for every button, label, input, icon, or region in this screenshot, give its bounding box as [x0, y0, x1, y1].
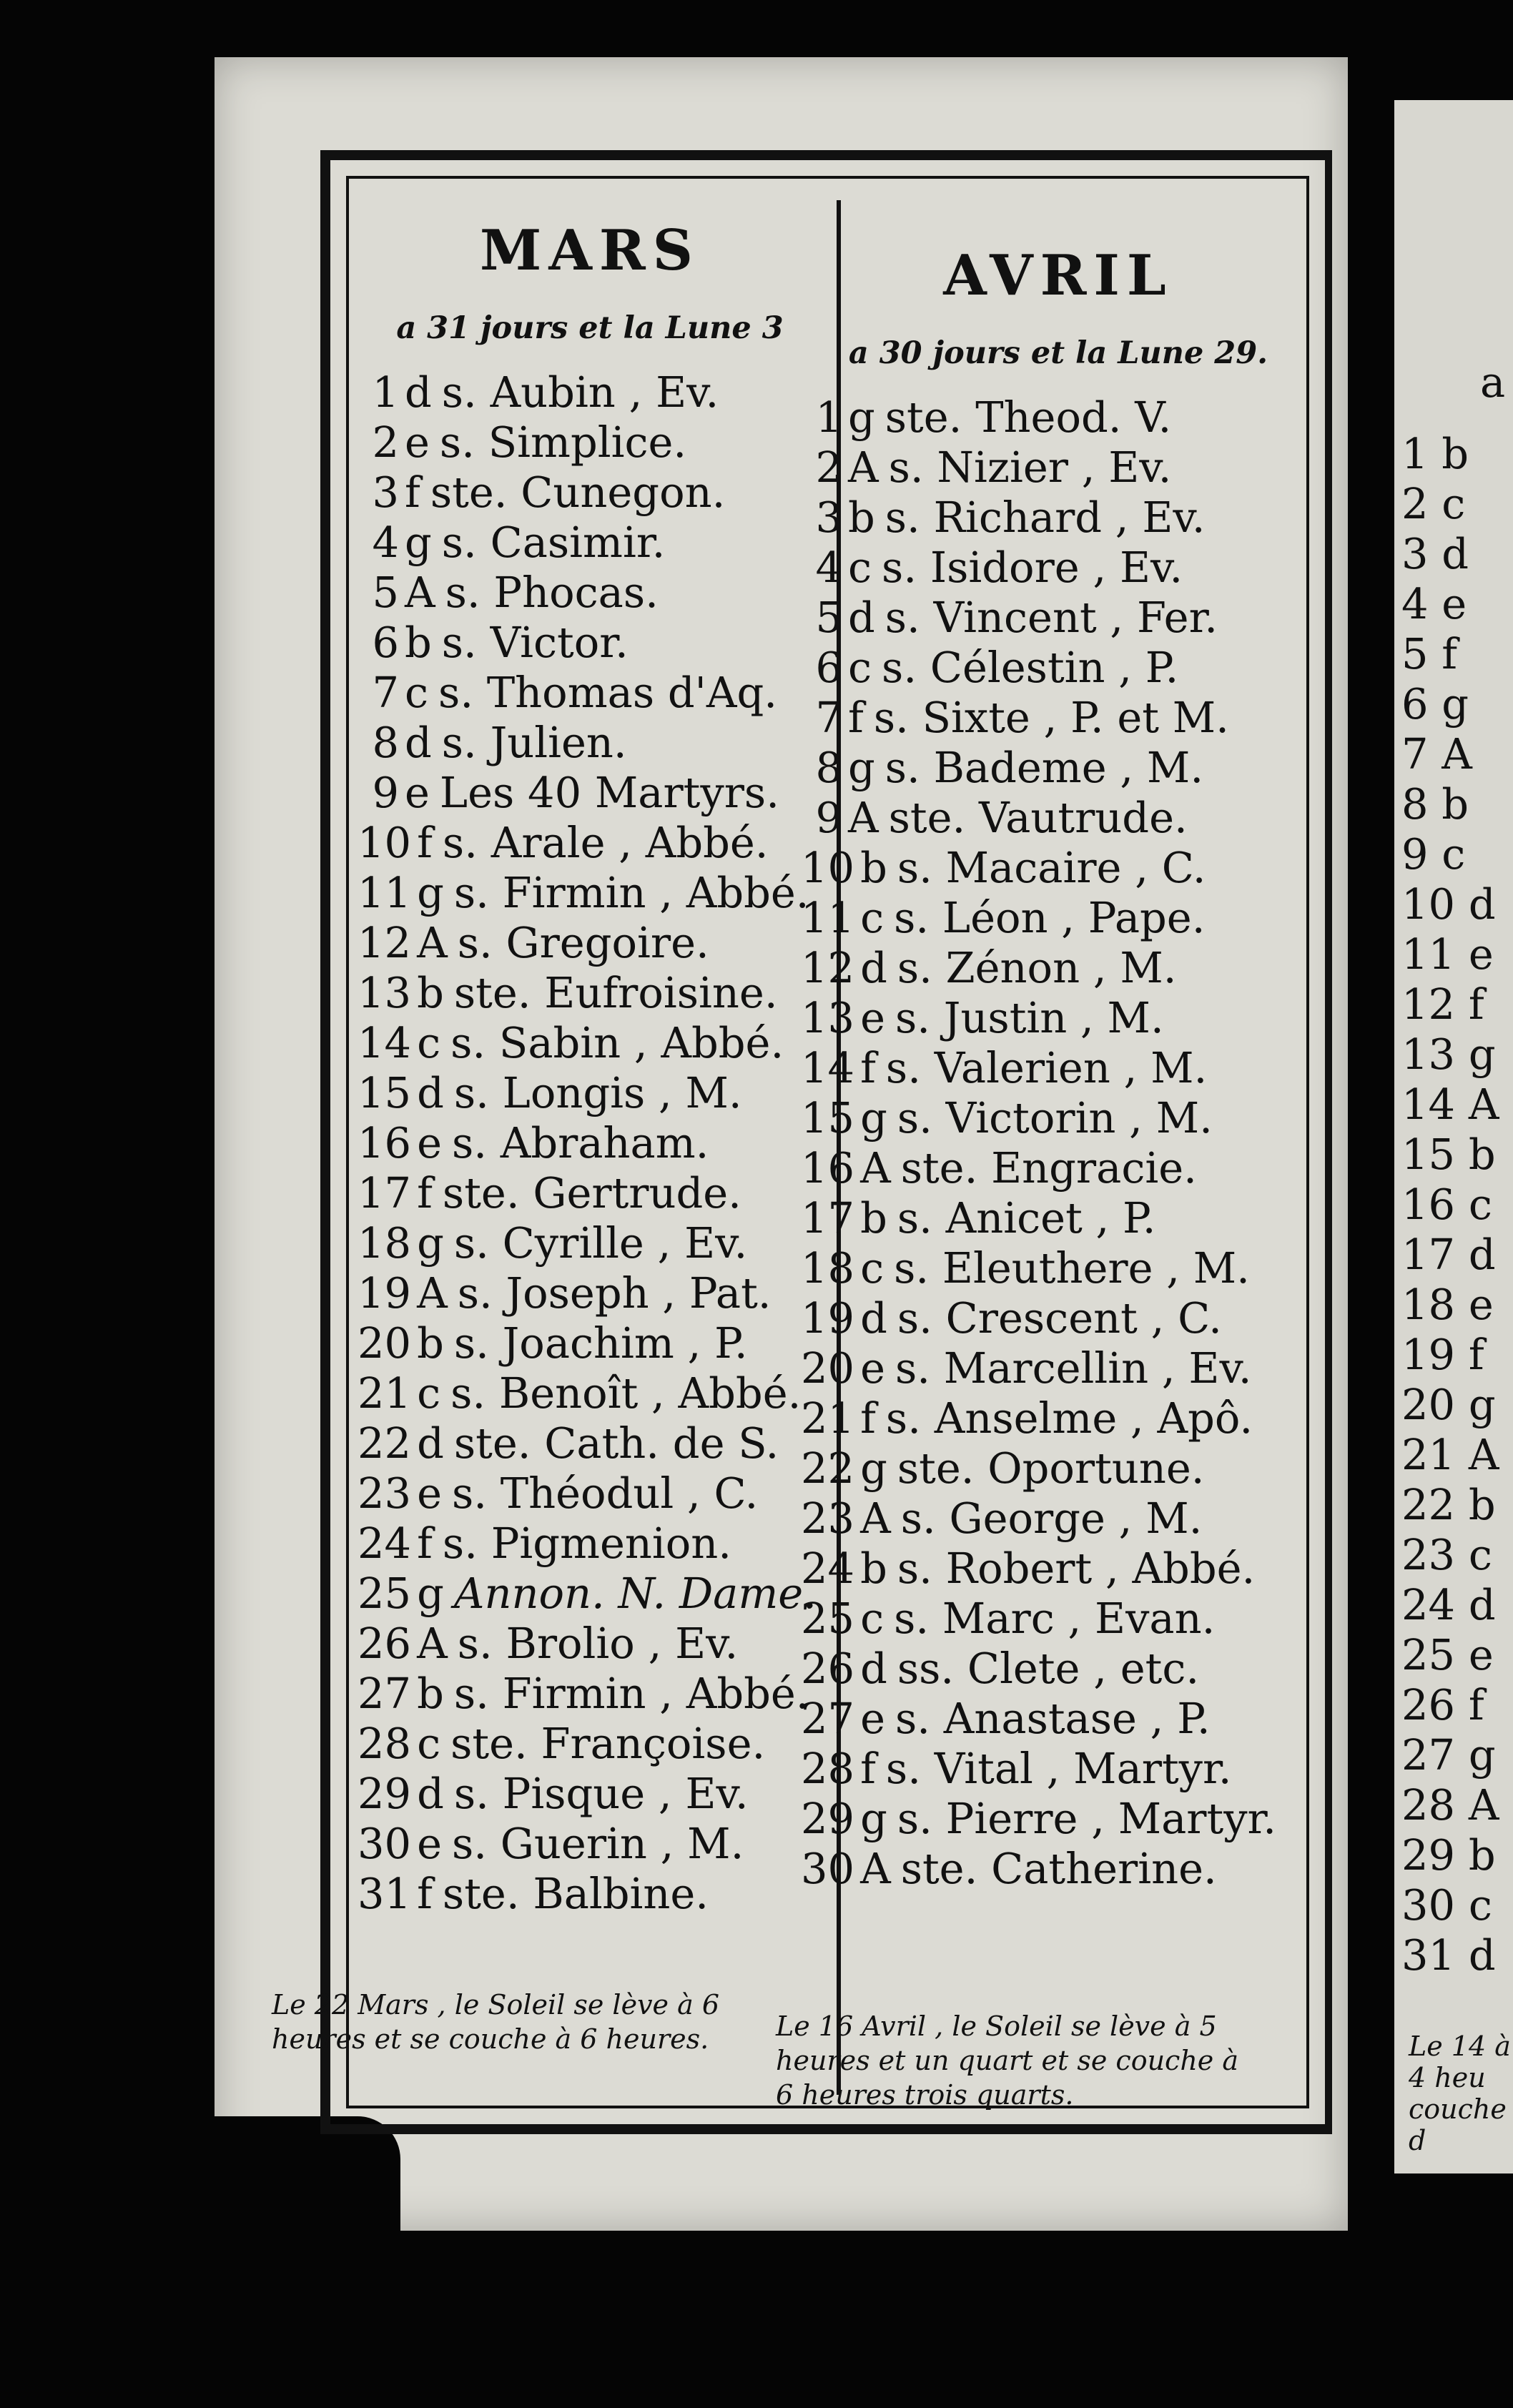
saint-name: s. Anselme , Apô.	[885, 1393, 1253, 1443]
day-number: 21	[801, 1393, 855, 1443]
day-number: 27	[801, 1694, 855, 1743]
fragment-line: 21 A	[1401, 1430, 1499, 1479]
day-row	[358, 1869, 822, 1919]
fragment-line: 18 e	[1401, 1280, 1494, 1329]
day-row	[801, 1243, 1316, 1293]
day-number: 6	[372, 618, 399, 667]
day-row	[801, 393, 1316, 443]
day-row	[801, 1594, 1316, 1644]
dominical-letter: g	[860, 1794, 887, 1843]
dominical-letter: b	[417, 968, 444, 1017]
fragment-line: 27 g	[1401, 1730, 1496, 1780]
day-number: 22	[801, 1444, 855, 1493]
saint-name: s. Nizier , Ev.	[888, 443, 1172, 492]
saint-name: s. Anicet , P.	[897, 1193, 1156, 1243]
day-number: 23	[801, 1494, 855, 1543]
sun-note-mars: Le 22 Mars , le Soleil se lève à 6 heures et se couche à 6 heures.	[272, 1989, 720, 2055]
saint-name: s. Sixte , P. et M.	[873, 693, 1229, 742]
day-number: 1	[372, 367, 399, 417]
day-number: 4	[815, 543, 842, 592]
dominical-letter: c	[860, 1243, 884, 1293]
fragment-line: 13 g	[1401, 1030, 1496, 1079]
fragment-note: Le 14 à 4 heu couche d	[1409, 2030, 1511, 2156]
dominical-letter: e	[405, 768, 430, 817]
dominical-letter: d	[417, 1068, 444, 1117]
saint-name: ste. Françoise.	[450, 1719, 766, 1768]
day-row	[358, 1619, 822, 1669]
dominical-letter: d	[860, 1293, 887, 1343]
day-number: 23	[358, 1469, 412, 1518]
day-row	[358, 518, 822, 568]
fragment-line: 14 A	[1401, 1080, 1499, 1129]
day-number: 12	[801, 943, 855, 992]
saint-name: s. Pierre , Martyr.	[897, 1794, 1277, 1843]
dominical-letter: f	[405, 468, 420, 517]
saint-name: s. Guerin , M.	[452, 1819, 744, 1868]
day-number: 2	[372, 418, 399, 467]
saint-name: s. Isidore , Ev.	[882, 543, 1183, 592]
day-row	[358, 418, 822, 468]
dominical-letter: g	[860, 1093, 887, 1143]
day-number: 20	[358, 1318, 412, 1368]
dominical-letter: e	[860, 1694, 885, 1743]
day-row	[358, 968, 822, 1018]
saint-name: s. Firmin , Abbé.	[453, 1669, 809, 1718]
saint-name: ste. Balbine.	[442, 1869, 709, 1918]
dominical-letter: c	[417, 1018, 441, 1067]
day-number: 10	[358, 818, 412, 867]
day-row	[358, 1168, 822, 1218]
saint-name: s. George , M.	[900, 1494, 1203, 1543]
dominical-letter: A	[848, 793, 879, 842]
saint-name: s. Gregoire.	[457, 918, 709, 967]
day-number: 31	[358, 1869, 412, 1918]
dominical-letter: A	[405, 568, 435, 617]
day-row	[358, 1819, 822, 1869]
dominical-letter: f	[417, 1168, 433, 1218]
fragment-line: 6 g	[1401, 679, 1469, 729]
dominical-letter: e	[417, 1469, 442, 1518]
saint-name: s. Victorin , M.	[897, 1093, 1213, 1143]
saint-name: s. Simplice.	[439, 418, 687, 467]
day-row	[358, 918, 822, 968]
fragment-line: 2 c	[1401, 479, 1466, 528]
day-number: 9	[372, 768, 399, 817]
day-number: 4	[372, 518, 399, 567]
day-list	[358, 367, 822, 1919]
day-row	[358, 818, 822, 868]
saint-name: Annon. N. Dame.	[453, 1569, 817, 1618]
day-number: 17	[801, 1193, 855, 1243]
saint-name: ste. Eufroisine.	[453, 968, 778, 1017]
day-row	[358, 1469, 822, 1519]
saint-name: ss. Clete , etc.	[897, 1644, 1200, 1693]
day-row	[358, 568, 822, 618]
day-row	[358, 868, 822, 918]
fragment-line: 25 e	[1401, 1630, 1494, 1679]
saint-name: s. Zénon , M.	[897, 943, 1177, 992]
saint-name: s. Thomas d'Aq.	[438, 668, 777, 717]
dominical-letter: e	[860, 1343, 885, 1393]
saint-name: s. Bademe , M.	[884, 743, 1204, 792]
dominical-letter: b	[417, 1669, 444, 1718]
day-row	[801, 843, 1316, 893]
saint-name: s. Anastase , P.	[895, 1694, 1211, 1743]
dominical-letter: f	[417, 1519, 433, 1568]
day-number: 14	[801, 1043, 855, 1092]
day-number: 3	[372, 468, 399, 517]
day-row	[358, 668, 822, 718]
day-number: 24	[801, 1544, 855, 1593]
fragment-line: 4 e	[1401, 579, 1467, 628]
day-number: 7	[372, 668, 399, 717]
day-number: 5	[372, 568, 399, 617]
saint-name: s. Vincent , Fer.	[884, 593, 1218, 642]
day-row	[801, 1794, 1316, 1844]
saint-name: s. Phocas.	[445, 568, 659, 617]
day-row	[358, 1218, 822, 1268]
saint-name: s. Arale , Abbé.	[442, 818, 769, 867]
fragment-line: 26 f	[1401, 1680, 1484, 1729]
saint-name: ste. Cunegon.	[430, 468, 726, 517]
dominical-letter: A	[417, 1619, 448, 1668]
day-number: 2	[815, 443, 842, 492]
day-number: 9	[815, 793, 842, 842]
dominical-letter: e	[417, 1819, 442, 1868]
day-number: 8	[815, 743, 842, 792]
saint-name: s. Marc , Evan.	[894, 1594, 1216, 1643]
fragment-line: 1 b	[1401, 429, 1469, 478]
fragment-line: 30 c	[1401, 1880, 1492, 1930]
dominical-letter: A	[860, 1143, 891, 1193]
day-row	[801, 993, 1316, 1043]
day-number: 15	[358, 1068, 412, 1117]
day-row	[358, 1368, 822, 1418]
saint-name: s. Victor.	[441, 618, 629, 667]
saint-name: s. Macaire , C.	[897, 843, 1206, 892]
saint-name: s. Pisque , Ev.	[453, 1769, 749, 1818]
fragment-line: 24 d	[1401, 1580, 1496, 1629]
saint-name: ste. Oportune.	[897, 1444, 1205, 1493]
day-number: 10	[801, 843, 855, 892]
day-row	[801, 693, 1316, 743]
saint-name: s. Brolio , Ev.	[457, 1619, 739, 1668]
dominical-letter: c	[848, 543, 872, 592]
saint-name: ste. Catherine.	[900, 1844, 1217, 1893]
day-row	[358, 1719, 822, 1769]
day-row	[801, 593, 1316, 643]
day-number: 1	[815, 393, 842, 442]
month-info: a 31 jours et la Lune 3	[396, 310, 784, 346]
month-title: MARS	[479, 218, 700, 283]
saint-name: s. Richard , Ev.	[884, 493, 1206, 542]
dominical-letter: e	[417, 1118, 442, 1168]
dominical-letter: A	[848, 443, 879, 492]
dominical-letter: d	[860, 1644, 887, 1693]
fragment-line: 23 c	[1401, 1530, 1492, 1579]
day-number: 27	[358, 1669, 412, 1718]
saint-name: s. Crescent , C.	[897, 1293, 1222, 1343]
dominical-letter: f	[417, 818, 433, 867]
day-number: 19	[358, 1268, 412, 1318]
month-title: AVRIL	[943, 243, 1173, 308]
dominical-letter: c	[417, 1719, 441, 1768]
day-number: 22	[358, 1418, 412, 1468]
fragment-line: 17 d	[1401, 1230, 1496, 1279]
saint-name: Les 40 Martyrs.	[439, 768, 779, 817]
day-row	[801, 643, 1316, 693]
saint-name: ste. Theod. V.	[884, 393, 1172, 442]
day-row	[801, 543, 1316, 593]
dominical-letter: c	[405, 668, 429, 717]
day-row	[801, 793, 1316, 843]
saint-name: s. Marcellin , Ev.	[895, 1343, 1252, 1393]
dominical-letter: g	[417, 1569, 444, 1618]
dominical-letter: d	[405, 718, 432, 767]
day-row	[358, 1519, 822, 1569]
saint-name: ste. Vautrude.	[888, 793, 1188, 842]
day-number: 11	[801, 893, 855, 942]
day-row	[801, 1093, 1316, 1143]
saint-name: s. Vital , Martyr.	[885, 1744, 1232, 1793]
day-row	[801, 1444, 1316, 1494]
dominical-letter: d	[405, 367, 432, 417]
dominical-letter: c	[860, 893, 884, 942]
dominical-letter: c	[860, 1594, 884, 1643]
day-row	[358, 1268, 822, 1318]
saint-name: s. Longis , M.	[453, 1068, 742, 1117]
day-number: 25	[801, 1594, 855, 1643]
day-row	[358, 718, 822, 768]
fragment-line: 5 f	[1401, 629, 1458, 679]
dominical-letter: d	[848, 593, 875, 642]
saint-name: s. Abraham.	[452, 1118, 709, 1168]
saint-name: s. Pigmenion.	[442, 1519, 732, 1568]
day-row	[801, 1043, 1316, 1093]
day-number: 14	[358, 1018, 412, 1067]
saint-name: s. Léon , Pape.	[894, 893, 1206, 942]
day-number: 17	[358, 1168, 412, 1218]
day-row	[358, 1669, 822, 1719]
dominical-letter: b	[860, 1544, 887, 1593]
day-row	[358, 1068, 822, 1118]
day-number: 13	[358, 968, 412, 1017]
dominical-letter: A	[417, 1268, 448, 1318]
scan-shadow	[215, 2116, 400, 2259]
saint-name: s. Eleuthere , M.	[894, 1243, 1250, 1293]
day-row	[358, 468, 822, 518]
day-row	[801, 1644, 1316, 1694]
dominical-letter: g	[417, 868, 444, 917]
saint-name: s. Joseph , Pat.	[457, 1268, 772, 1318]
dominical-letter: A	[860, 1494, 891, 1543]
saint-name: s. Sabin , Abbé.	[450, 1018, 784, 1067]
dominical-letter: c	[848, 643, 872, 692]
day-number: 28	[801, 1744, 855, 1793]
day-row	[358, 367, 822, 418]
fragment-line: 20 g	[1401, 1380, 1496, 1429]
fragment-line: 10 d	[1401, 879, 1496, 929]
fragment-line: 3 d	[1401, 529, 1469, 578]
dominical-letter: A	[860, 1844, 891, 1893]
dominical-letter: b	[848, 493, 875, 542]
day-number: 25	[358, 1569, 412, 1618]
next-page-fragment	[1394, 100, 1513, 2173]
saint-name: s. Casimir.	[441, 518, 666, 567]
day-number: 29	[358, 1769, 412, 1818]
saint-name: s. Robert , Abbé.	[897, 1544, 1256, 1593]
day-row	[358, 768, 822, 818]
saint-name: ste. Gertrude.	[442, 1168, 741, 1218]
dominical-letter: b	[417, 1318, 444, 1368]
day-number: 13	[801, 993, 855, 1042]
day-list	[801, 393, 1316, 1894]
day-row	[801, 893, 1316, 943]
day-row	[358, 1018, 822, 1068]
fragment-line: 28 A	[1401, 1780, 1499, 1830]
fragment-line: 11 e	[1401, 929, 1494, 979]
month-info: a 30 jours et la Lune 29.	[848, 335, 1268, 371]
fragment-line: 19 f	[1401, 1330, 1484, 1379]
day-row	[801, 1544, 1316, 1594]
saint-name: s. Justin , M.	[895, 993, 1164, 1042]
day-row	[801, 1844, 1316, 1894]
day-number: 11	[358, 868, 412, 917]
sun-note-avril: Le 16 Avril , le Soleil se lève à 5 heures et un quart et se couche à 6 heures trois quarts.	[776, 2010, 1239, 2111]
day-number: 15	[801, 1093, 855, 1143]
fragment-line: 22 b	[1401, 1480, 1496, 1529]
dominical-letter: d	[417, 1769, 444, 1818]
fragment-line: 29 b	[1401, 1830, 1496, 1880]
day-row	[801, 943, 1316, 993]
saint-name: ste. Cath. de S.	[453, 1418, 779, 1468]
day-row	[801, 1193, 1316, 1243]
dominical-letter: g	[848, 393, 875, 442]
day-row	[801, 1694, 1316, 1744]
day-row	[801, 1744, 1316, 1794]
dominical-letter: f	[860, 1393, 876, 1443]
day-number: 21	[358, 1368, 412, 1418]
day-number: 12	[358, 918, 412, 967]
day-number: 30	[801, 1844, 855, 1893]
dominical-letter: g	[848, 743, 875, 792]
day-row	[358, 1769, 822, 1819]
day-row	[801, 1293, 1316, 1343]
saint-name: s. Firmin , Abbé.	[453, 868, 809, 917]
month-column-avril	[801, 175, 1316, 1894]
dominical-letter: b	[860, 1193, 887, 1243]
dominical-letter: A	[417, 918, 448, 967]
day-row	[801, 493, 1316, 543]
dominical-letter: g	[417, 1218, 444, 1268]
fragment-line: 9 c	[1401, 829, 1466, 879]
saint-name: s. Théodul , C.	[452, 1469, 759, 1518]
day-number: 5	[815, 593, 842, 642]
dominical-letter: e	[860, 993, 885, 1042]
saint-name: s. Célestin , P.	[882, 643, 1179, 692]
dominical-letter: b	[860, 843, 887, 892]
day-number: 20	[801, 1343, 855, 1393]
fragment-line: 31 d	[1401, 1930, 1496, 1980]
fragment-line: 12 f	[1401, 980, 1484, 1029]
dominical-letter: g	[860, 1444, 887, 1493]
day-number: 7	[815, 693, 842, 742]
day-number: 29	[801, 1794, 855, 1843]
saint-name: s. Julien.	[441, 718, 627, 767]
saint-name: s. Cyrille , Ev.	[453, 1218, 748, 1268]
dominical-letter: f	[848, 693, 864, 742]
day-number: 18	[801, 1243, 855, 1293]
day-row	[358, 1318, 822, 1368]
dominical-letter: g	[405, 518, 432, 567]
day-row	[801, 443, 1316, 493]
day-row	[801, 1494, 1316, 1544]
saint-name: s. Valerien , M.	[885, 1043, 1208, 1092]
saint-name: s. Benoît , Abbé.	[450, 1368, 802, 1418]
fragment-line: 15 b	[1401, 1130, 1496, 1179]
day-number: 26	[801, 1644, 855, 1693]
saint-name: s. Aubin , Ev.	[441, 367, 719, 417]
fragment-line: 8 b	[1401, 779, 1469, 829]
saint-name: s. Joachim , P.	[453, 1318, 748, 1368]
day-number: 6	[815, 643, 842, 692]
day-number: 16	[801, 1143, 855, 1193]
day-row	[358, 1569, 822, 1619]
dominical-letter: f	[860, 1744, 876, 1793]
dominical-letter: b	[405, 618, 432, 667]
day-number: 28	[358, 1719, 412, 1768]
day-row	[358, 618, 822, 668]
day-number: 26	[358, 1619, 412, 1668]
day-number: 30	[358, 1819, 412, 1868]
day-row	[801, 1393, 1316, 1444]
day-number: 8	[372, 718, 399, 767]
day-number: 24	[358, 1519, 412, 1568]
dominical-letter: d	[860, 943, 887, 992]
day-number: 3	[815, 493, 842, 542]
dominical-letter: c	[417, 1368, 441, 1418]
day-number: 16	[358, 1118, 412, 1168]
day-number: 18	[358, 1218, 412, 1268]
fragment-line: 7 A	[1401, 729, 1472, 779]
fragment-line: 16 c	[1401, 1180, 1492, 1229]
day-row	[801, 743, 1316, 793]
day-row	[358, 1418, 822, 1469]
dominical-letter: f	[417, 1869, 433, 1918]
dominical-letter: e	[405, 418, 430, 467]
month-column-mars	[358, 175, 822, 1919]
fragment-line: a	[1480, 357, 1506, 407]
saint-name: ste. Engracie.	[900, 1143, 1197, 1193]
day-number: 19	[801, 1293, 855, 1343]
day-row	[801, 1143, 1316, 1193]
dominical-letter: f	[860, 1043, 876, 1092]
day-row	[801, 1343, 1316, 1393]
dominical-letter: d	[417, 1418, 444, 1468]
day-row	[358, 1118, 822, 1168]
